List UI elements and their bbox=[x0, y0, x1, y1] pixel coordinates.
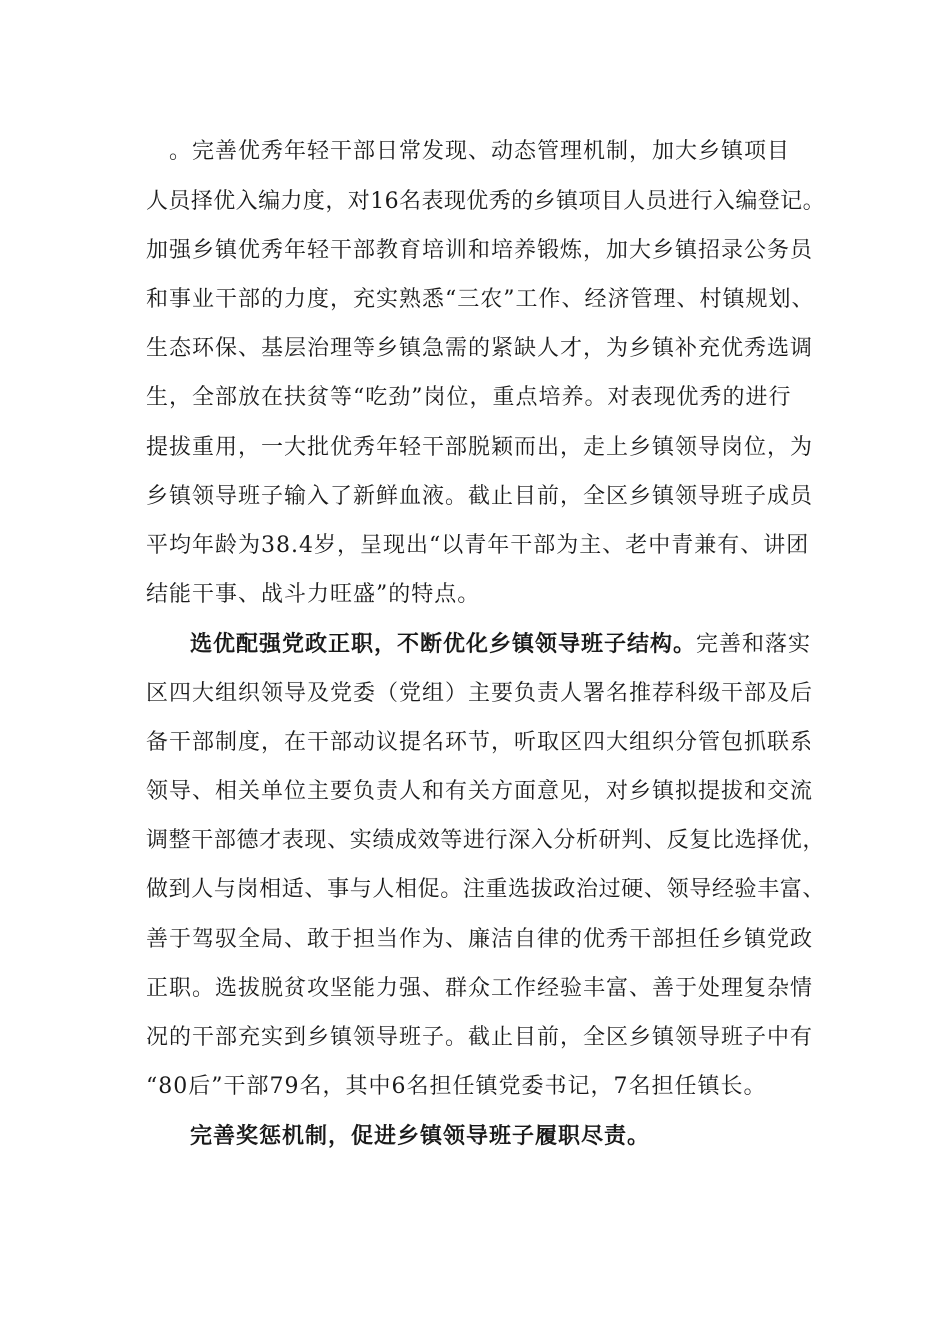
paragraph-1-line-5: 生态环保、基层治理等乡镇急需的紧缺人才，为乡镇补充优秀选调 bbox=[146, 336, 814, 361]
paragraph-2-line-4: 领导、相关单位主要负责人和有关方面意见，对乡镇拟提拔和交流 bbox=[146, 779, 814, 804]
paragraph-2-first-line-rest: 完善和落实 bbox=[696, 632, 812, 657]
paragraph-2-line-8: 正职。选拔脱贫攻坚能力强、群众工作经验丰富、善于处理复杂情 bbox=[146, 976, 814, 1001]
paragraph-2-line-2: 区四大组织领导及党委（党组）主要负责人署名推荐科级干部及后 bbox=[146, 681, 814, 706]
paragraph-2-line-5: 调整干部德才表现、实绩成效等进行深入分析研判、反复比选择优， bbox=[146, 828, 826, 853]
paragraph-2-line-9: 况的干部充实到乡镇领导班子。截止目前，全区乡镇领导班子中有 bbox=[146, 1025, 814, 1050]
paragraph-1-line-2: 人员择优入编力度，对16名表现优秀的乡镇项目人员进行入编登记。 bbox=[146, 189, 825, 214]
paragraph-1-line-6: 生，全部放在扶贫等“吃劲”岗位，重点培养。对表现优秀的进行 bbox=[146, 385, 792, 410]
paragraph-2-line-10: “80后”干部79名，其中6名担任镇党委书记，7名担任镇长。 bbox=[146, 1074, 767, 1099]
paragraph-2-line-3: 备干部制度，在干部动议提名环节，听取区四大组织分管包抓联系 bbox=[146, 730, 814, 755]
paragraph-1-line-9: 平均年龄为38.4岁，呈现出“以青年干部为主、老中青兼有、讲团 bbox=[146, 533, 810, 558]
paragraph-1-line-3: 加强乡镇优秀年轻干部教育培训和培养锻炼，加大乡镇招录公务员 bbox=[146, 238, 814, 263]
paragraph-1-line-7: 提拔重用，一大批优秀年轻干部脱颖而出，走上乡镇领导岗位，为 bbox=[146, 435, 814, 460]
paragraph-3-heading: 完善奖惩机制，促进乡镇领导班子履职尽责。 bbox=[190, 1123, 651, 1149]
paragraph-2-line-7: 善于驾驭全局、敢于担当作为、廉洁自律的优秀干部担任乡镇党政 bbox=[146, 927, 814, 952]
paragraph-2-line-6: 做到人与岗相适、事与人相促。注重选拔政治过硬、领导经验丰富、 bbox=[146, 877, 826, 902]
paragraph-1-line-1: 。完善优秀年轻干部日常发现、动态管理机制，加大乡镇项目 bbox=[146, 139, 791, 164]
paragraph-1-line-10: 结能干事、战斗力旺盛”的特点。 bbox=[146, 582, 481, 607]
paragraph-2-first-line bbox=[190, 630, 811, 659]
paragraph-1-line-4: 和事业干部的力度，充实熟悉“三农”工作、经济管理、村镇规划、 bbox=[146, 287, 815, 312]
paragraph-2-heading: 选优配强党政正职，不断优化乡镇领导班子结构。 bbox=[190, 631, 697, 657]
paragraph-1-line-8: 乡镇领导班子输入了新鲜血液。截止目前，全区乡镇领导班子成员 bbox=[146, 484, 814, 509]
